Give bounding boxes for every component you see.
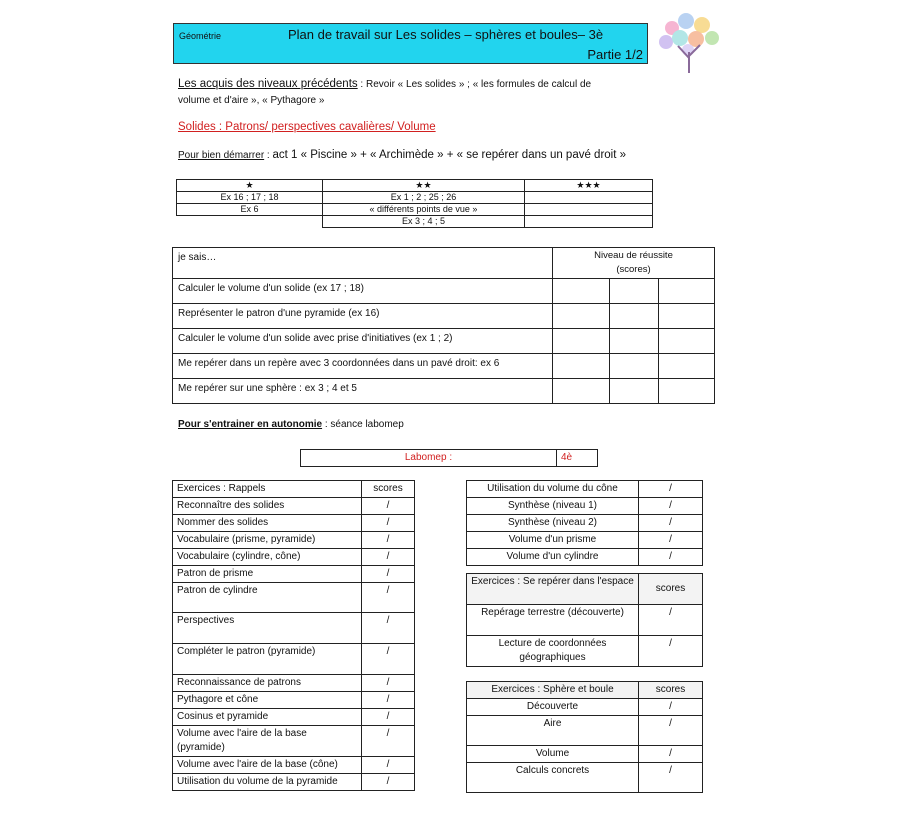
table-row <box>467 498 703 515</box>
skill-label: Me repérer dans un repère avec 3 coordonnées dans un pavé droit: ex 6 <box>173 354 553 379</box>
table-row <box>177 204 653 216</box>
skill-label: Représenter le patron d'une pyramide (ex 16) <box>173 304 553 329</box>
exercise-score[interactable]: / <box>362 692 415 709</box>
exercise-name: Utilisation du volume de la pyramide <box>173 774 362 791</box>
table-row <box>173 379 715 404</box>
exercise-score[interactable]: / <box>639 716 703 746</box>
scores-header: scores <box>362 481 415 498</box>
score-cell[interactable] <box>659 379 715 404</box>
success-level-header: Niveau de réussite (scores) <box>553 248 715 279</box>
score-cell[interactable] <box>553 379 610 404</box>
score-cell[interactable] <box>659 329 715 354</box>
table-row <box>467 746 703 763</box>
exercise-score[interactable]: / <box>362 757 415 774</box>
exercise-score[interactable]: / <box>639 763 703 793</box>
section-title: Solides : Patrons/ perspectives cavalières/ Volume <box>178 121 436 133</box>
table-row <box>467 716 703 746</box>
rappels-table <box>172 480 415 791</box>
exercise-name: Synthèse (niveau 2) <box>467 515 639 532</box>
table-row <box>173 279 715 304</box>
table-row <box>173 549 415 566</box>
table-row <box>173 675 415 692</box>
level-2-header: ★★ <box>323 180 525 192</box>
exercise-score[interactable]: / <box>639 699 703 716</box>
espace-header: Exercices : Se repérer dans l'espace <box>467 574 639 605</box>
table-row <box>173 304 715 329</box>
exercise-score[interactable]: / <box>362 774 415 791</box>
exercise-name: Vocabulaire (prisme, pyramide) <box>173 532 362 549</box>
table-row <box>173 481 415 498</box>
table-row <box>177 216 653 228</box>
part-label: Partie 1/2 <box>587 47 643 62</box>
cone-table <box>466 480 703 566</box>
table-row <box>173 774 415 791</box>
exercise-score[interactable]: / <box>362 644 415 675</box>
table-row <box>173 757 415 774</box>
exercise-name: Reconnaître des solides <box>173 498 362 515</box>
exercise-name: Lecture de coordonnées géographiques <box>467 636 639 667</box>
exercise-score[interactable]: / <box>639 515 703 532</box>
skill-label: Me repérer sur une sphère : ex 3 ; 4 et 5 <box>173 379 553 404</box>
exercise-name: Reconnaissance de patrons <box>173 675 362 692</box>
exercise-name: Volume <box>467 746 639 763</box>
table-row <box>467 481 703 498</box>
score-cell[interactable] <box>610 304 659 329</box>
table-row <box>467 636 703 667</box>
table-row <box>467 574 703 605</box>
table-row <box>173 498 415 515</box>
exercise-name: Nommer des solides <box>173 515 362 532</box>
espace-table <box>466 573 703 667</box>
page-title: Plan de travail sur Les solides – sphères et boules– 3è <box>288 27 604 42</box>
exercise-score[interactable]: / <box>362 709 415 726</box>
exercise-score[interactable]: / <box>362 675 415 692</box>
table-row <box>173 566 415 583</box>
exercise-name: Volume d'un cylindre <box>467 549 639 566</box>
score-cell[interactable] <box>610 354 659 379</box>
skill-label: Calculer le volume d'un solide avec prise d'initiatives (ex 1 ; 2) <box>173 329 553 354</box>
score-cell[interactable] <box>553 304 610 329</box>
table-cell: Ex 3 ; 4 ; 5 <box>323 216 525 228</box>
exercise-score[interactable]: / <box>639 636 703 667</box>
start-text: act 1 « Piscine » + « Archimède » + « se repérer dans un pavé droit » <box>272 149 627 161</box>
header-banner <box>173 23 648 64</box>
exercise-name: Découverte <box>467 699 639 716</box>
score-cell[interactable] <box>610 279 659 304</box>
level-1-header: ★ <box>177 180 323 192</box>
table-row <box>173 354 715 379</box>
rappels-header: Exercices : Rappels <box>173 481 362 498</box>
labomep-label: Labomep : <box>301 450 557 467</box>
exercise-score[interactable]: / <box>362 566 415 583</box>
prior-knowledge-text: Revoir « Les solides » ; « les formules de calcul de <box>366 79 592 90</box>
prior-knowledge-line2: volume et d'aire », « Pythagore » <box>178 95 325 106</box>
score-cell[interactable] <box>553 279 610 304</box>
table-row <box>173 583 415 613</box>
labomep-level: 4è <box>557 450 598 467</box>
table-row <box>467 549 703 566</box>
autonomy-label: Pour s'entrainer en autonomie <box>178 419 323 430</box>
table-row <box>177 180 653 192</box>
sphere-header: Exercices : Sphère et boule <box>467 682 639 699</box>
skills-header: je sais… <box>173 248 553 279</box>
table-cell: « différents points de vue » <box>323 204 525 216</box>
score-cell[interactable] <box>610 329 659 354</box>
exercise-score[interactable]: / <box>362 549 415 566</box>
start-line: Pour bien démarrer : act 1 « Piscine » + « Archimède » + « se repérer dans un pavé droit » <box>178 149 627 161</box>
table-row <box>301 450 598 467</box>
autonomy-line: Pour s'entrainer en autonomie : séance labomep <box>178 419 404 430</box>
exercise-score[interactable]: / <box>362 726 415 757</box>
table-row <box>173 726 415 757</box>
table-row <box>173 532 415 549</box>
skill-label: Calculer le volume d'un solide (ex 17 ; 18) <box>173 279 553 304</box>
exercise-name: Calculs concrets <box>467 763 639 793</box>
table-row <box>177 192 653 204</box>
exercise-score[interactable]: / <box>639 481 703 498</box>
table-row <box>467 763 703 793</box>
table-row <box>467 532 703 549</box>
table-cell <box>525 216 653 228</box>
exercise-score[interactable]: / <box>362 613 415 644</box>
table-cell <box>177 216 323 228</box>
table-row <box>173 248 715 279</box>
table-row <box>467 515 703 532</box>
exercise-name: Synthèse (niveau 1) <box>467 498 639 515</box>
scores-header: scores <box>639 682 703 699</box>
exercise-name: Volume avec l'aire de la base (pyramide) <box>173 726 362 757</box>
exercise-score[interactable]: / <box>639 746 703 763</box>
exercise-name: Perspectives <box>173 613 362 644</box>
scores-header: scores <box>639 574 703 605</box>
table-cell: Ex 16 ; 17 ; 18 <box>177 192 323 204</box>
score-cell[interactable] <box>659 304 715 329</box>
level-3-header: ★★★ <box>525 180 653 192</box>
table-row <box>467 605 703 636</box>
score-cell[interactable] <box>659 354 715 379</box>
exercise-score[interactable]: / <box>639 605 703 636</box>
exercise-name: Cosinus et pyramide <box>173 709 362 726</box>
subject-label: Géométrie <box>179 31 222 41</box>
score-cell[interactable] <box>610 379 659 404</box>
exercise-name: Compléter le patron (pyramide) <box>173 644 362 675</box>
autonomy-text: séance labomep <box>330 419 404 430</box>
exercise-name: Patron de prisme <box>173 566 362 583</box>
prior-knowledge-label: Les acquis des niveaux précédents <box>178 78 358 90</box>
exercise-name: Volume d'un prisme <box>467 532 639 549</box>
exercise-name: Vocabulaire (cylindre, cône) <box>173 549 362 566</box>
score-cell[interactable] <box>553 354 610 379</box>
exercise-name: Patron de cylindre <box>173 583 362 613</box>
table-row <box>173 515 415 532</box>
table-row <box>173 644 415 675</box>
table-row <box>173 692 415 709</box>
exercise-score[interactable]: / <box>639 498 703 515</box>
exercise-score[interactable]: / <box>362 532 415 549</box>
exercise-score[interactable]: / <box>362 498 415 515</box>
exercise-name: Repérage terrestre (découverte) <box>467 605 639 636</box>
table-cell: Ex 6 <box>177 204 323 216</box>
prior-knowledge-line1: Les acquis des niveaux précédents : Revoir « Les solides » ; « les formules de calcul de <box>178 78 592 90</box>
score-cell[interactable] <box>659 279 715 304</box>
table-cell <box>525 204 653 216</box>
tree-logo-icon <box>652 12 728 74</box>
exercise-name: Pythagore et cône <box>173 692 362 709</box>
skills-table <box>172 247 715 404</box>
levels-table <box>176 179 653 228</box>
exercise-score[interactable]: / <box>639 532 703 549</box>
table-cell <box>525 192 653 204</box>
table-row <box>173 329 715 354</box>
exercise-score[interactable]: / <box>362 515 415 532</box>
exercise-score[interactable]: / <box>362 583 415 613</box>
score-cell[interactable] <box>553 329 610 354</box>
sphere-table <box>466 681 703 793</box>
table-row <box>173 613 415 644</box>
table-cell: Ex 1 ; 2 ; 25 ; 26 <box>323 192 525 204</box>
exercise-name: Utilisation du volume du cône <box>467 481 639 498</box>
table-row <box>467 699 703 716</box>
start-label: Pour bien démarrer <box>178 150 265 161</box>
exercise-score[interactable]: / <box>639 549 703 566</box>
exercise-name: Volume avec l'aire de la base (cône) <box>173 757 362 774</box>
labomep-table <box>300 449 598 467</box>
exercise-name: Aire <box>467 716 639 746</box>
table-row <box>173 709 415 726</box>
table-row <box>467 682 703 699</box>
